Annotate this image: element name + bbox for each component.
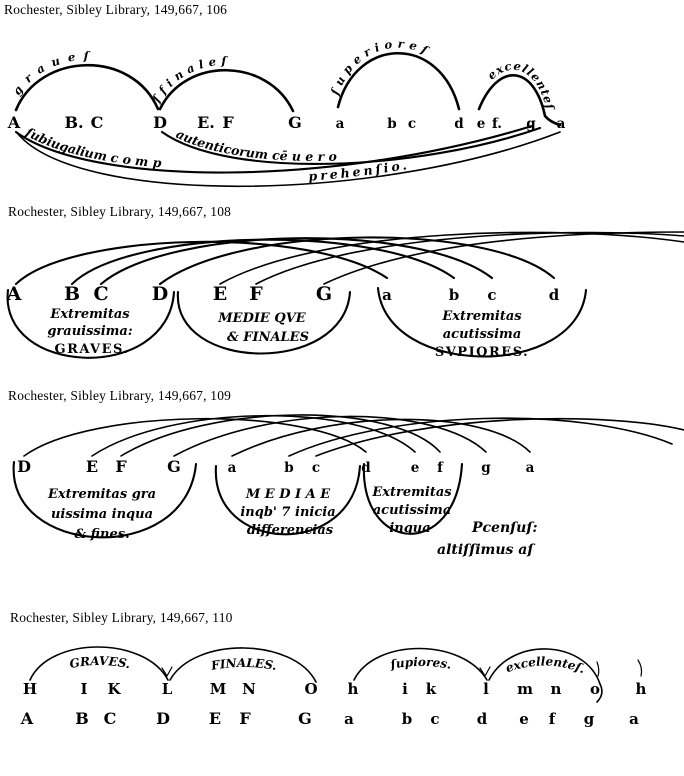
octave-arc-F-f <box>121 415 440 456</box>
gamut-letter: G <box>167 457 181 476</box>
v-mark <box>480 667 490 676</box>
bowl-text: grauissima: <box>47 324 133 339</box>
gamut-letter: e <box>410 460 420 476</box>
gamut-letter: F <box>115 457 127 476</box>
gamut-letter: f <box>437 460 443 476</box>
gamut-letter: a <box>227 460 237 476</box>
group-arc-excellentes <box>489 649 602 702</box>
gamut-letter: C <box>93 283 109 305</box>
side-note-line: altiſſimus aſ <box>437 542 534 558</box>
gamut-letter: a <box>556 116 566 132</box>
gamut-letter: f. <box>491 116 503 132</box>
notation-letter: K <box>107 680 121 698</box>
gamut-letter: D <box>153 113 167 132</box>
bowl-text: acutissima <box>442 327 522 342</box>
bowl-text: MEDIE QVE <box>218 311 306 326</box>
gamut-letter: b <box>284 460 294 476</box>
bowl-text: Extremitas <box>372 485 452 500</box>
gamut-letter: D <box>17 457 31 476</box>
gamut-letter: b <box>448 286 460 304</box>
bowl-text: acutissima <box>372 503 452 518</box>
gamut-letter: E <box>208 709 222 728</box>
bowl-text: & fines. <box>74 527 130 542</box>
notation-letter: k <box>425 680 437 698</box>
bowl-text: inqua <box>389 521 431 536</box>
arc-label-superiores-text: ſuperioreſ <box>327 36 435 98</box>
notation-letter: o <box>589 680 601 698</box>
gamut-letter: d <box>454 116 464 132</box>
gamut-letter: F <box>249 283 263 305</box>
gamut-letter: c <box>430 710 440 728</box>
notation-letter: O <box>304 680 318 698</box>
group-label-finales-text: FINALES. <box>210 655 278 674</box>
gamut-letter: E <box>212 283 228 305</box>
octave-arc-c-off <box>316 419 684 456</box>
gamut-letter: e <box>519 710 529 728</box>
group-label-excellentes-text: excellenteſ. <box>503 654 588 677</box>
tick-mark <box>597 662 599 676</box>
bowl-text: SVPIORES. <box>434 345 530 360</box>
octave-arc-D-d <box>24 419 366 456</box>
gamut-letter: c <box>487 286 497 304</box>
group-label-finales <box>209 656 278 673</box>
group-label-graves-text: GRAVES. <box>68 653 132 672</box>
figure-caption-106: Rochester, Sibley Library, 149,667, 106 <box>4 2 228 17</box>
gamut-letter: a <box>344 710 354 728</box>
bowl-text: & FINALES <box>227 330 309 345</box>
gamut-letter: a <box>382 286 392 304</box>
tick-mark <box>638 660 642 676</box>
gamut-letter: b <box>387 116 397 132</box>
side-note-line: Pcenſuſ: <box>472 520 538 536</box>
notation-letter: I <box>80 680 88 698</box>
bowl-text: uissima inqua <box>50 507 154 522</box>
arc-label-excellentes-text: excellenteſ <box>484 58 558 112</box>
arc-label-finales-text: ſfinaleſ <box>149 53 232 105</box>
gamut-letter: F <box>222 113 234 132</box>
gamut-letter: g <box>481 460 491 476</box>
notation-letter: h <box>635 680 647 698</box>
bowl-text: inqb' 7 inicia <box>240 505 336 520</box>
bowl-text: M E D I A E <box>245 487 331 502</box>
gamut-letter: c <box>311 460 321 476</box>
bowl-text: GRAVES. <box>54 342 130 357</box>
notation-letter: H <box>22 680 38 698</box>
figure-106-diagram <box>0 28 684 198</box>
v-mark <box>162 667 172 676</box>
gamut-letter: A <box>6 283 22 305</box>
notation-letter: l <box>483 680 489 698</box>
figure-caption-110: Rochester, Sibley Library, 149,667, 110 <box>10 610 233 625</box>
group-label-superiores-text: ſupiores. <box>389 654 453 672</box>
gamut-letter: C <box>103 709 117 728</box>
figure-caption-109: Rochester, Sibley Library, 149,667, 109 <box>8 388 232 403</box>
gamut-letter: a <box>335 116 345 132</box>
gamut-letter: c <box>407 116 417 132</box>
gamut-letter: f <box>548 710 556 728</box>
arc-label-excellentes <box>485 59 558 113</box>
figure-109-diagram <box>0 404 684 600</box>
notation-letter: m <box>517 680 533 698</box>
gamut-letter: b <box>401 710 413 728</box>
figure-110-diagram <box>0 626 684 776</box>
gamut-letter: d <box>476 710 488 728</box>
gamut-letter: F <box>239 709 251 728</box>
octave-arc-G-off <box>324 232 684 284</box>
gamut-letter: G <box>288 113 302 132</box>
notation-letter: M <box>209 680 227 698</box>
arc-label-superiores <box>327 36 434 97</box>
gamut-letter: e <box>476 116 486 132</box>
notation-letter: n <box>550 680 562 698</box>
gamut-letter: G <box>315 283 333 305</box>
gamut-letter: A <box>7 113 21 132</box>
bowl-text: differencias <box>246 523 334 538</box>
gamut-letter: B <box>63 283 81 305</box>
gamut-letter: a <box>629 710 639 728</box>
notation-letter: L <box>161 680 173 698</box>
bowl-text: Extremitas <box>442 309 522 324</box>
notation-letter: h <box>347 680 359 698</box>
group-label-excellentes <box>504 654 587 676</box>
gamut-letter: g <box>526 116 536 132</box>
swoop-label-autenticorum-text: autenticorum cē u e r o <box>173 126 338 164</box>
gamut-letter: d <box>548 286 560 304</box>
arc-label-graves-text: graueſ <box>9 48 97 98</box>
gamut-letter: A <box>20 709 34 728</box>
gamut-letter: E. <box>197 113 215 132</box>
group-label-graves <box>68 654 131 671</box>
bowl-text: Extremitas <box>50 307 130 322</box>
bowl-text: Extremitas gra <box>47 487 157 502</box>
gamut-letter: B <box>75 709 89 728</box>
figure-108-diagram <box>0 226 684 390</box>
gamut-letter: d <box>361 460 371 476</box>
figure-caption-108: Rochester, Sibley Library, 149,667, 108 <box>8 204 232 219</box>
notation-letter: N <box>242 680 256 698</box>
notation-letter: i <box>402 680 408 698</box>
gamut-letter: a <box>525 460 535 476</box>
gamut-letter: g <box>583 710 595 728</box>
swoop-label-subiugalium-text: ſubiugalium c o m p <box>23 124 163 171</box>
octave-arc-C-c <box>101 238 492 284</box>
gamut-letter: E <box>85 457 99 476</box>
group-label-superiores <box>388 655 452 672</box>
swoop-label-prehensio-text: prehenſio. <box>307 156 411 184</box>
gamut-letter: G <box>298 709 312 728</box>
gamut-letter: D <box>156 709 170 728</box>
gamut-letter: D <box>151 283 169 305</box>
gamut-letter: C <box>90 113 104 132</box>
gamut-letter: B. <box>64 113 84 132</box>
